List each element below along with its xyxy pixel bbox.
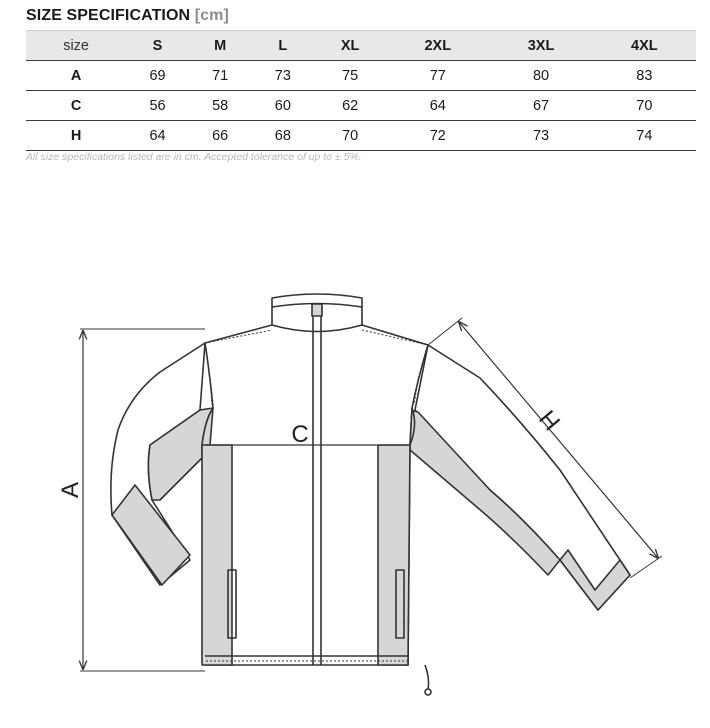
row-label: H [26, 121, 126, 151]
size-col-3xl: 3XL [489, 31, 592, 61]
spec-unit: [cm] [194, 7, 229, 24]
table-cell: 64 [126, 121, 189, 151]
spec-title-text: SIZE SPECIFICATION [26, 7, 191, 24]
table-cell: 72 [386, 121, 489, 151]
table-cell: 80 [489, 61, 592, 91]
table-cell: 70 [593, 91, 696, 121]
table-cell: 58 [189, 91, 252, 121]
table-cell: 77 [386, 61, 489, 91]
table-cell: 62 [314, 91, 386, 121]
table-cell: 69 [126, 61, 189, 91]
row-label: A [26, 61, 126, 91]
size-col-4xl: 4XL [593, 31, 696, 61]
table-cell: 75 [314, 61, 386, 91]
zipper-pull [312, 304, 322, 316]
table-cell: 83 [593, 61, 696, 91]
table-cell: 74 [593, 121, 696, 151]
table-cell: 73 [252, 61, 315, 91]
table-cell: 64 [386, 91, 489, 121]
table-cell: 56 [126, 91, 189, 121]
size-corner-label: size [26, 31, 126, 61]
table-cell: 60 [252, 91, 315, 121]
size-col-m: M [189, 31, 252, 61]
label-a: A [57, 481, 84, 499]
size-col-2xl: 2XL [386, 31, 489, 61]
table-cell: 70 [314, 121, 386, 151]
tolerance-note: All size specifications listed are in cm. Accepted tolerance of up to ± 5%. [26, 151, 362, 163]
table-cell: 67 [489, 91, 592, 121]
drawcord-toggle [425, 689, 431, 695]
table-cell: 73 [489, 121, 592, 151]
label-c: C [291, 421, 309, 448]
row-label: C [26, 91, 126, 121]
table-cell: 68 [252, 121, 315, 151]
size-col-xl: XL [314, 31, 386, 61]
size-col-s: S [126, 31, 189, 61]
size-col-l: L [252, 31, 315, 61]
drawcord [425, 665, 429, 690]
label-h: H [534, 404, 567, 436]
table-cell: 66 [189, 121, 252, 151]
table-cell: 71 [189, 61, 252, 91]
